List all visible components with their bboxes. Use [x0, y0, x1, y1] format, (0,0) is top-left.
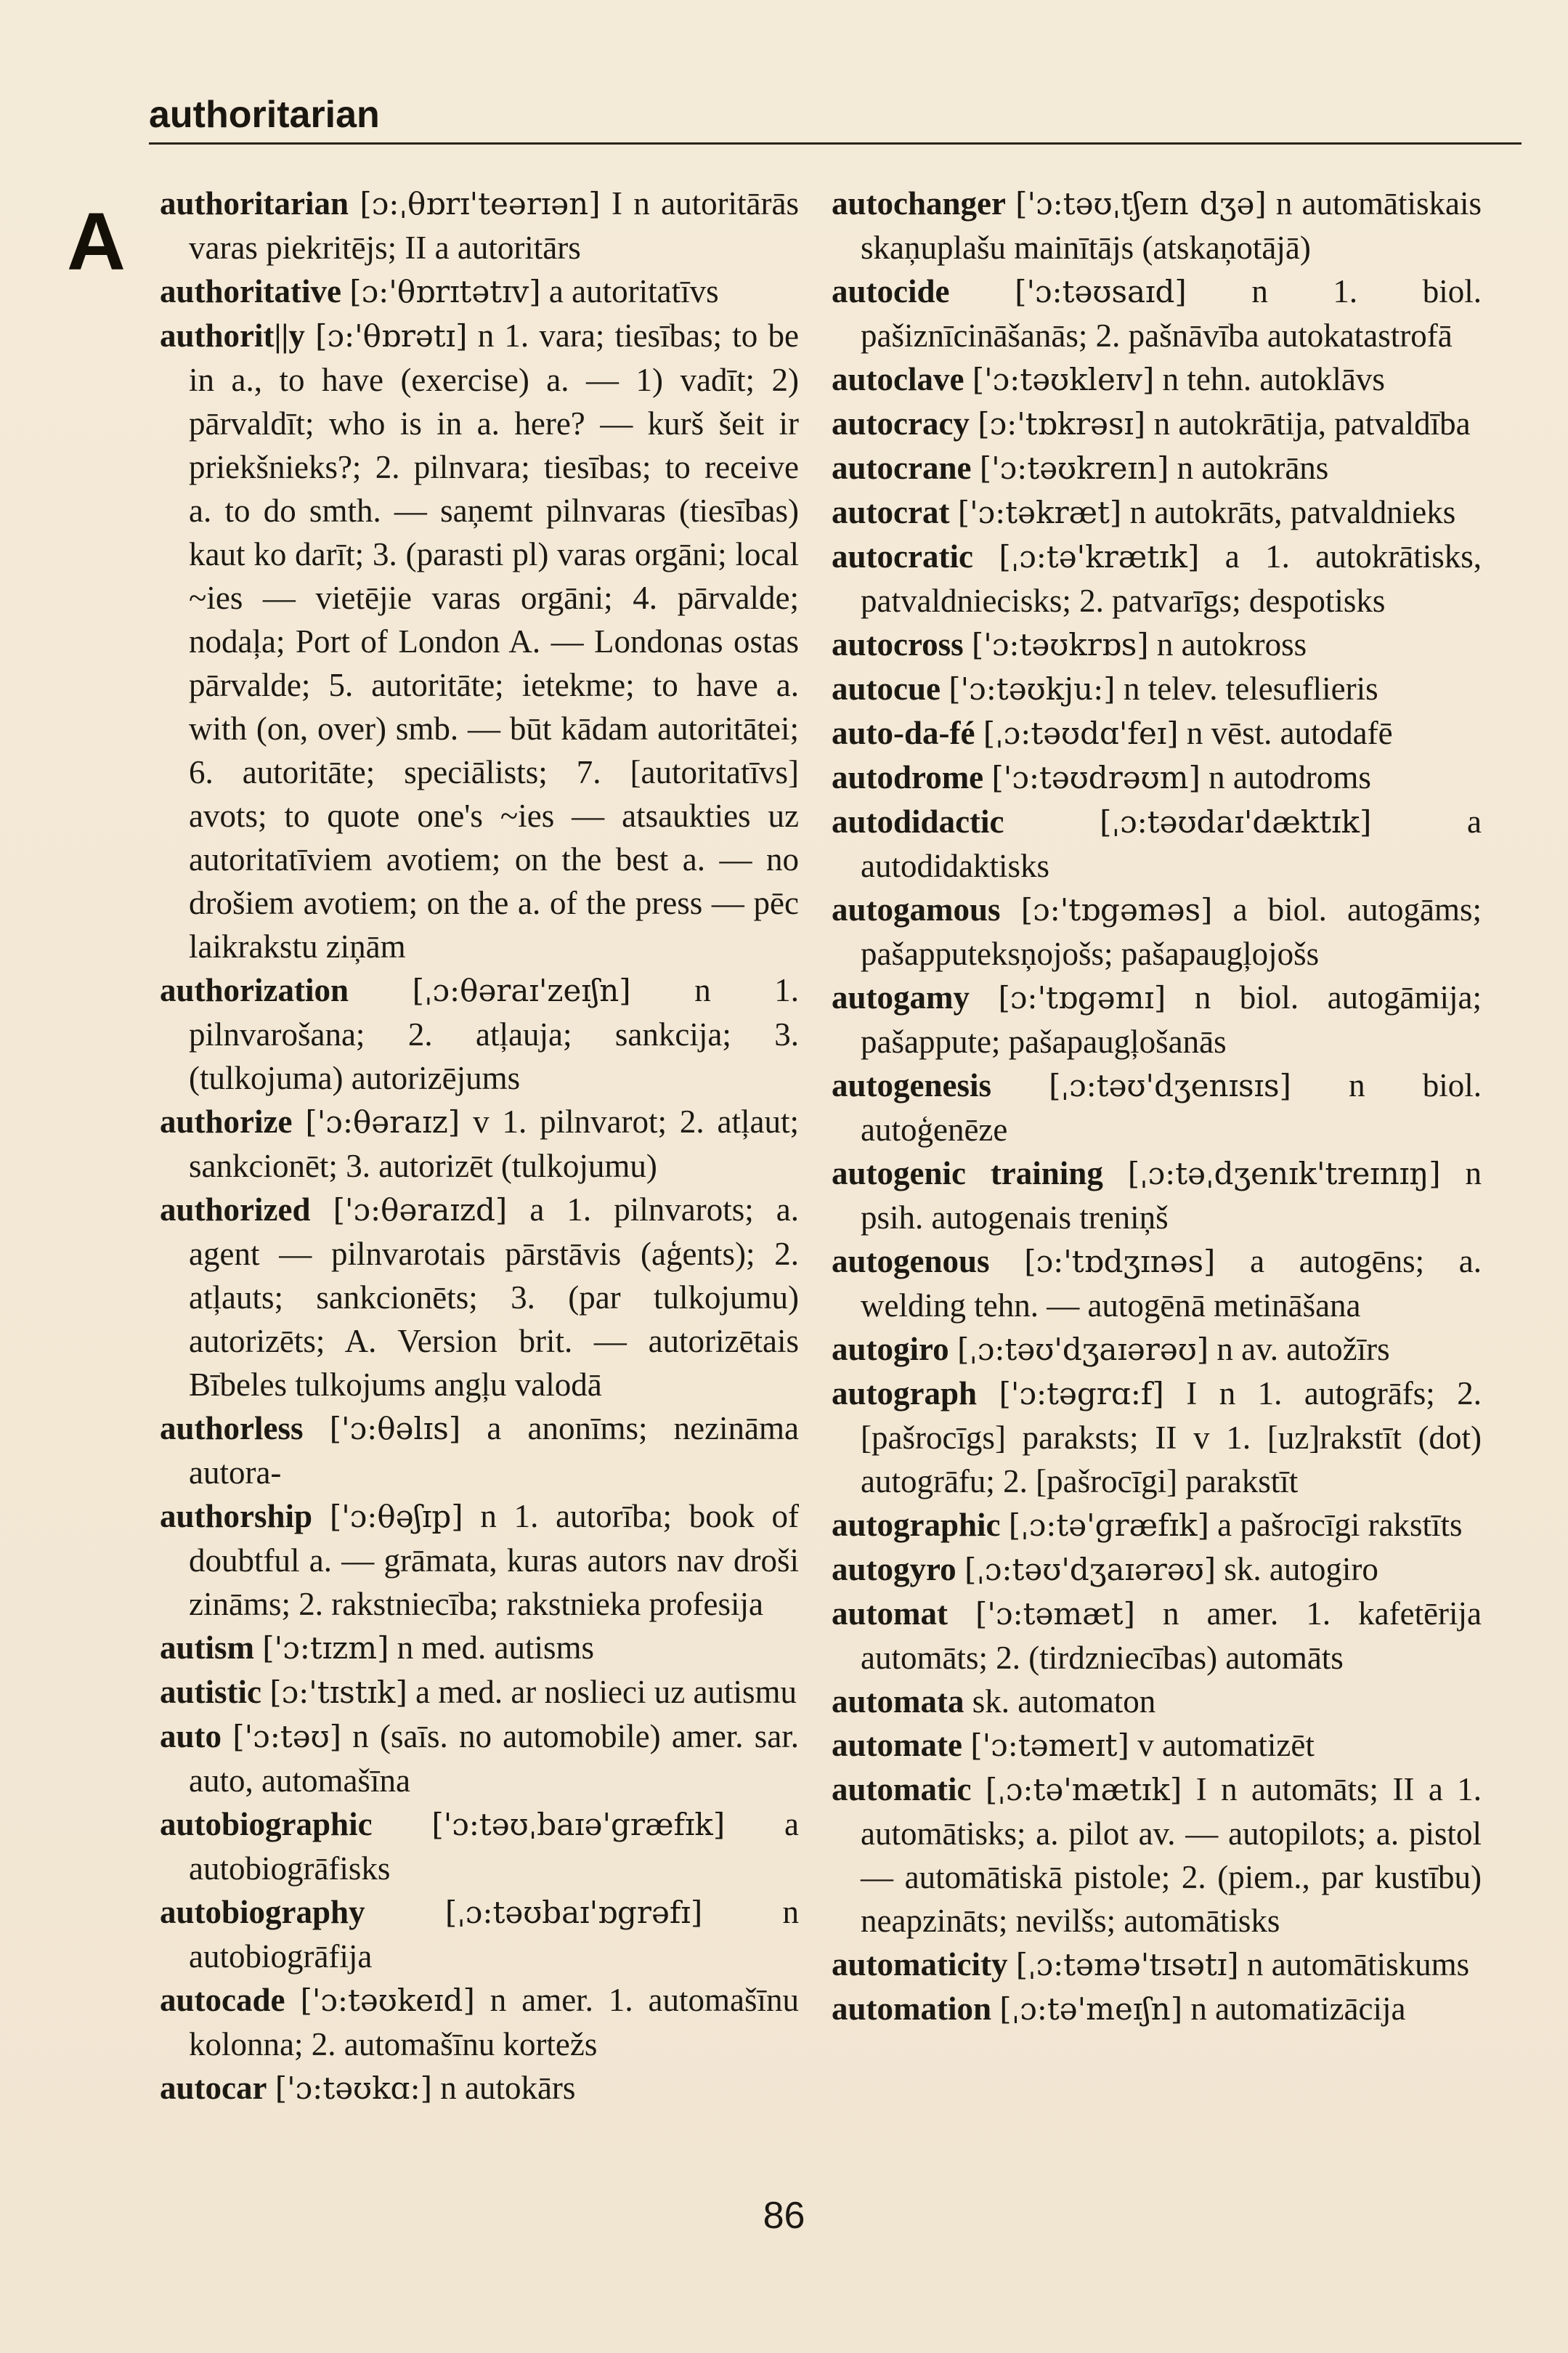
definition: n med. autisms [397, 1629, 595, 1666]
headword: automata [832, 1683, 964, 1720]
section-letter: A [67, 196, 126, 287]
definition: a pašrocīgi rakstīts [1217, 1507, 1463, 1543]
pronunciation: [ɔ:'tɒgəmɪ] [998, 980, 1166, 1016]
pronunciation: [ˌɔ:təʊdɑ'feɪ] [983, 716, 1179, 751]
pronunciation: ['ɔ:təʊkɑ:] [275, 2070, 432, 2106]
pronunciation: ['ɔ:təʊkreɪn] [979, 450, 1169, 486]
headword: autocar [160, 2070, 267, 2106]
definition: n autokrāns [1177, 450, 1329, 486]
dictionary-entry [832, 1503, 1482, 1547]
dictionary-entry [160, 182, 799, 270]
pronunciation: [ɔ:ˌθɒrɪ'teərɪən] [359, 186, 601, 222]
dictionary-entry [832, 446, 1482, 490]
definition: n (saīs. no automobile) amer. sar. auto, automašīna [189, 1718, 800, 1799]
headword: autodrome [832, 759, 984, 795]
definition: n av. autožīrs [1216, 1331, 1390, 1367]
definition: I n automāts; II a 1. automātisks; a. pilot av. — autopilots; a. pistol — automātiskā pistole; 2. (piem., par kustību) neapzināts; nevilšs; automātisks [861, 1771, 1482, 1939]
headword: autocide [832, 273, 950, 309]
headword: autoclave [832, 361, 964, 397]
pronunciation: [ˌɔ:təʊ'dʒaɪərəʊ] [964, 1552, 1216, 1587]
dictionary-entry [832, 800, 1482, 888]
headword: autogenous [832, 1243, 990, 1279]
pronunciation: ['ɔ:təʊdrəʊm] [991, 760, 1201, 795]
definition: a 1. pilnvarots; a. agent — pilnvarotais pārstāvis (aģents); 2. atļauts; sankcionēts; 3. (par tulkojumu) autorizēts; A. Version brit. — autorizētais Bībeles tulkojums angļu valodā [189, 1191, 800, 1403]
definition: a autobiogrāfisks [189, 1806, 800, 1887]
pronunciation: [ˌɔ:tə'meɪʃn] [999, 1991, 1183, 2027]
definition: n automatizācija [1190, 1990, 1406, 2027]
definition: n automātiskais skaņuplašu mainītājs (atskaņotājā) [861, 185, 1482, 266]
dictionary-entry [832, 1151, 1482, 1239]
pronunciation: ['ɔ:təʊsaɪd] [1015, 274, 1187, 309]
dictionary-entry [160, 1494, 799, 1626]
pronunciation: ['ɔ:təʊˌtʃeɪn dʒə] [1015, 186, 1267, 222]
headword: autocade [160, 1982, 285, 2018]
definition: n autokrātija, patvaldība [1153, 405, 1471, 442]
pronunciation: [ˌɔ:tə'mætɪk] [985, 1772, 1182, 1807]
dictionary-entry [160, 1626, 799, 1670]
pronunciation: ['ɔ:θəraɪz] [305, 1104, 460, 1140]
pronunciation: ['ɔ:təkræt] [957, 495, 1122, 530]
definition: a autogēns; a. welding tehn. — autogēnā metināšana [861, 1243, 1482, 1324]
headword: autographic [832, 1507, 1001, 1543]
headword: autism [160, 1629, 255, 1666]
headword: autocrane [832, 450, 972, 486]
headword: authorization [160, 972, 349, 1008]
headword: autobiographic [160, 1806, 373, 1842]
headword: authorize [160, 1103, 293, 1140]
dictionary-entry [832, 976, 1482, 1064]
definition: n 1. vara; tiesības; to be in a., to have (exercise) a. — 1) vadīt; 2) pārvaldīt; who is in a. here? — kurš šeit ir priekšnieks?; 2. pilnvara; tiesības; to receive a. to do smth. — saņemt pilnvaras (tiesības) kaut ko darīt; 3. (parasti pl) varas orgāni; local ~ies — vietējie varas orgāni; 4. pārvalde; nodaļa; Port of London A. — Londonas ostas pārvalde; 5. autoritāte; ietekme; to have a. with (on, over) smb. — būt kādam autoritātei; 6. autoritāte; speciālists; 7. [autoritatīvs] avots; to quote one's ~ies — atsaukties uz autoritatīviem avotiem; on the best a. — no drošiem avotiem; on the a. of the press — pēc laikrakstu ziņām [189, 317, 800, 965]
definition: I n autoritārās varas piekritējs; II a autoritārs [189, 185, 800, 266]
pronunciation: ['ɔ:təmæt] [975, 1596, 1135, 1632]
running-head: authoritarian [149, 94, 380, 136]
definition: n 1. autorība; book of doubtful a. — grāmata, kuras autors nav droši zināms; 2. rakstniecība; rakstnieka profesija [189, 1498, 800, 1622]
definition: v 1. pilnvarot; 2. atļaut; sankcionēt; 3. autorizēt (tulkojumu) [189, 1103, 800, 1184]
pronunciation: ['ɔ:θəʃɪp] [329, 1499, 463, 1534]
headword: autogiro [832, 1331, 949, 1367]
definition: n automātiskums [1246, 1946, 1470, 1983]
headword: autodidactic [832, 803, 1004, 840]
dictionary-entry [832, 888, 1482, 976]
headword: auto [160, 1718, 222, 1754]
definition: I n 1. autogrāfs; 2. [pašrocīgs] paraksts; II v 1. [uz]rakstīt (dot) autogrāfu; 2. [pašrocīgi] parakstīt [861, 1375, 1482, 1499]
definition: n vēst. autodafē [1186, 715, 1393, 751]
headword: automaticity [832, 1946, 1008, 1983]
pronunciation: [ˌɔ:θəraɪ'zeɪʃn] [412, 973, 631, 1008]
definition: n psih. autogenais treniņš [861, 1155, 1482, 1236]
dictionary-entry [160, 270, 799, 314]
dictionary-entry [160, 1802, 799, 1890]
headword: autogamous [832, 891, 1001, 928]
dictionary-entry [832, 1592, 1482, 1680]
headword: autocue [832, 671, 941, 707]
dictionary-entry [832, 535, 1482, 623]
dictionary-entry [160, 1714, 799, 1802]
pronunciation: ['ɔ:θəraɪzd] [333, 1192, 508, 1228]
definition: a 1. autokrātisks, patvaldniecisks; 2. patvarīgs; despotisks [861, 538, 1482, 619]
dictionary-entry [160, 1188, 799, 1406]
dictionary-entry [832, 182, 1482, 270]
pronunciation: [ɔ:'θɒrətɪ] [315, 318, 468, 354]
definition: a med. ar noslieci uz autismu [415, 1674, 797, 1710]
headword: autocrat [832, 494, 950, 530]
header-rule [149, 142, 1522, 145]
headword: automat [832, 1595, 948, 1632]
definition: n tehn. autoklāvs [1162, 361, 1385, 397]
pronunciation: [ɔ:'tɪstɪk] [269, 1674, 407, 1710]
pronunciation: [ˌɔ:təˌdʒenɪk'treɪnɪŋ] [1127, 1156, 1441, 1191]
headword: autocracy [832, 405, 970, 442]
pronunciation: ['ɔ:təʊkrɒs] [971, 627, 1149, 663]
dictionary-entry [832, 1943, 1482, 1987]
dictionary-entry [160, 2066, 799, 2110]
dictionary-entry [160, 968, 799, 1100]
headword: autobiography [160, 1894, 365, 1930]
headword: autograph [832, 1375, 978, 1412]
headword: authorit||y [160, 317, 305, 354]
dictionary-entry [160, 1890, 799, 1978]
definition: n autodroms [1209, 759, 1371, 795]
definition: sk. autogiro [1224, 1551, 1378, 1587]
definition: v automatizēt [1137, 1727, 1315, 1763]
pronunciation: [ɔ:'θɒrɪtətɪv] [349, 274, 541, 309]
dictionary-entry [832, 1239, 1482, 1327]
page-number: 86 [763, 2195, 805, 2237]
definition: n autobiogrāfija [189, 1894, 799, 1975]
definition: n autokrāts, patvaldnieks [1129, 494, 1456, 530]
pronunciation: ['ɔ:təʊkju:] [948, 671, 1116, 707]
headword: automatic [832, 1771, 972, 1807]
pronunciation: ['ɔ:təmeɪt] [970, 1728, 1129, 1763]
pronunciation: [ˌɔ:təmə'tɪsətɪ] [1015, 1947, 1239, 1983]
left-column [160, 182, 799, 2110]
dictionary-entry [832, 1064, 1482, 1151]
definition: n amer. 1. kafetērija automāts; 2. (tirdzniecības) automāts [861, 1595, 1482, 1676]
pronunciation: ['ɔ:təʊˌbaɪə'græfɪk] [431, 1807, 726, 1842]
headword: authoritative [160, 273, 341, 309]
pronunciation: [ˌɔ:tə'krætɪk] [999, 539, 1200, 575]
headword: autogyro [832, 1551, 956, 1587]
dictionary-entry [832, 623, 1482, 667]
headword: authorship [160, 1498, 313, 1534]
pronunciation: [ɔ:'tɒdʒɪnəs] [1024, 1244, 1216, 1279]
pronunciation: ['ɔ:təʊ] [232, 1719, 342, 1754]
pronunciation: ['ɔ:təʊkeɪd] [300, 1983, 475, 2018]
dictionary-entry [832, 270, 1482, 357]
definition: a biol. autogāms; pašapputeksņojošs; pašapaugļojošs [861, 891, 1482, 972]
headword: authoritarian [160, 185, 349, 222]
dictionary-entry [832, 490, 1482, 535]
dictionary-entry [832, 1372, 1482, 1503]
dictionary-entry [832, 1987, 1482, 2031]
definition: a autodidaktisks [861, 803, 1482, 884]
headword: autogenic training [832, 1155, 1103, 1191]
headword: autocross [832, 626, 964, 663]
headword: automate [832, 1727, 962, 1763]
right-column [832, 182, 1482, 2031]
pronunciation: [ˌɔ:tə'græfɪk] [1008, 1507, 1209, 1543]
dictionary-entry [832, 1723, 1482, 1767]
pronunciation: [ˌɔ:təʊ'dʒaɪərəʊ] [956, 1332, 1209, 1367]
dictionary-entry [160, 314, 799, 968]
definition: a autoritatīvs [548, 273, 719, 309]
pronunciation: ['ɔ:təgrɑ:f] [999, 1376, 1164, 1412]
dictionary-entry [160, 1406, 799, 1494]
pronunciation: [ɔ:'tɒkrəsɪ] [978, 406, 1146, 442]
dictionary-entry [832, 402, 1482, 446]
dictionary-entry [832, 1680, 1482, 1723]
dictionary-entry [832, 1767, 1482, 1943]
dictionary-entry [832, 357, 1482, 402]
dictionary-entry [160, 1978, 799, 2066]
headword: autogamy [832, 979, 970, 1016]
definition: n biol. autogāmija; pašapputе; pašapaugļošanās [861, 979, 1482, 1060]
pronunciation: [ˌɔ:təʊdaɪ'dæktɪk] [1100, 804, 1372, 840]
pronunciation: ['ɔ:tɪzm] [262, 1630, 389, 1666]
dictionary-entry [832, 711, 1482, 756]
headword: auto-da-fé [832, 715, 975, 751]
dictionary-entry [832, 756, 1482, 800]
headword: automation [832, 1990, 992, 2027]
pronunciation: ['ɔ:θəlɪs] [329, 1411, 461, 1446]
definition: a anonīms; nezināma autora- [189, 1410, 799, 1491]
headword: authorized [160, 1191, 311, 1228]
pronunciation: [ɔ:'tɒgəməs] [1020, 892, 1213, 928]
headword: autochanger [832, 185, 1006, 222]
pronunciation: [ˌɔ:təʊ'dʒenɪsɪs] [1049, 1068, 1291, 1103]
definition: n 1. pilnvarošana; 2. atļauja; sankcija; 3. (tulkojuma) autorizējums [189, 972, 800, 1096]
pronunciation: [ˌɔ:təʊbaɪ'ɒgrəfɪ] [444, 1895, 703, 1930]
definition: n amer. 1. automašīnu kolonna; 2. automašīnu kortežs [189, 1982, 800, 2062]
definition: n autokārs [440, 2070, 576, 2106]
definition: n 1. biol. pašiznīcināšanās; 2. pašnāvība autokatastrofā [861, 273, 1482, 354]
dictionary-entry [832, 1547, 1482, 1592]
dictionary-entry [160, 1670, 799, 1714]
headword: authorless [160, 1410, 304, 1446]
pronunciation: ['ɔ:təʊkleɪv] [972, 362, 1155, 397]
dictionary-entry [832, 1327, 1482, 1372]
definition: sk. automaton [972, 1683, 1156, 1720]
definition: n biol. autoģenēze [861, 1067, 1482, 1148]
headword: autogenesis [832, 1067, 992, 1103]
dictionary-entry [832, 667, 1482, 711]
definition: n autokross [1156, 626, 1307, 663]
dictionary-entry [160, 1100, 799, 1188]
headword: autistic [160, 1674, 261, 1710]
definition: n telev. telesuflieris [1123, 671, 1378, 707]
headword: autocratic [832, 538, 973, 575]
